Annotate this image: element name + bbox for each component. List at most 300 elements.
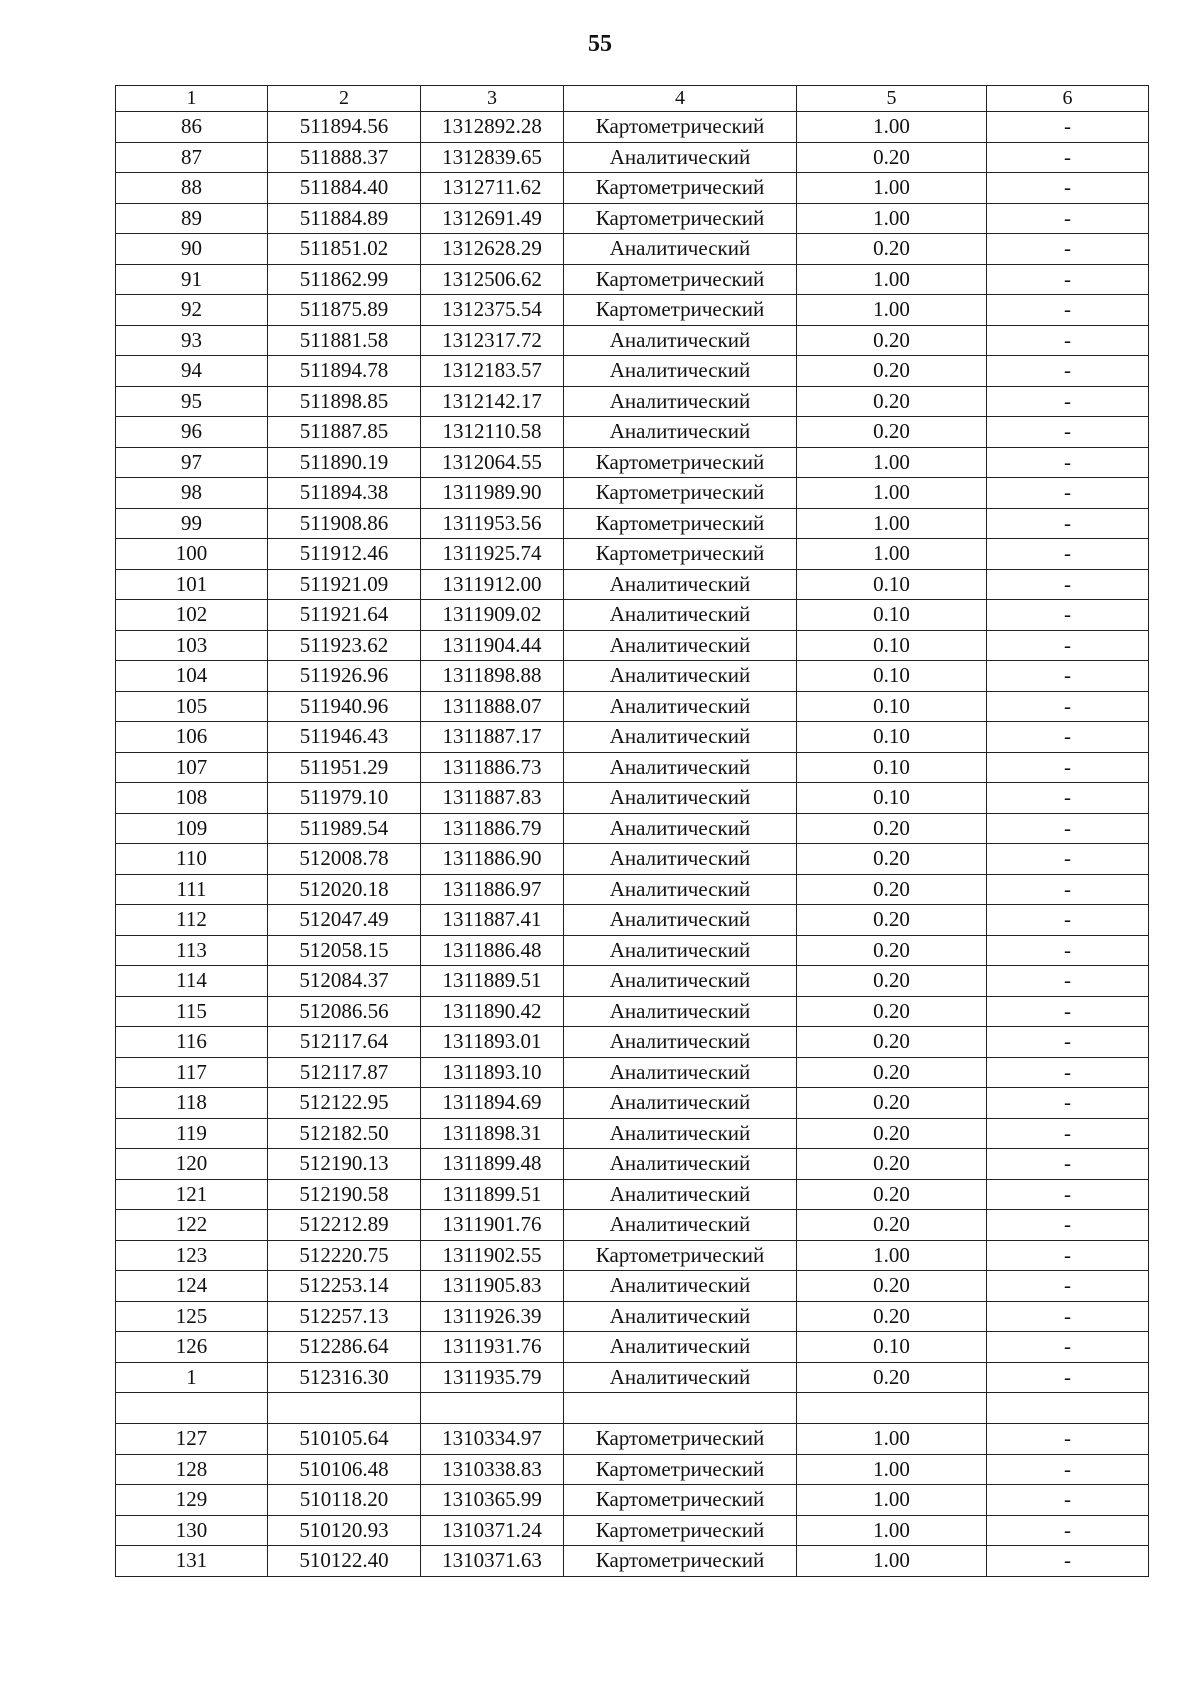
table-body [116, 86, 1149, 1577]
method-cell: Аналитический [564, 874, 797, 905]
point-number-cell: 121 [116, 1179, 268, 1210]
x-coordinate-cell: 512020.18 [268, 874, 421, 905]
x-coordinate-cell: 512182.50 [268, 1118, 421, 1149]
note-cell: - [987, 844, 1149, 875]
y-coordinate-cell [421, 1393, 564, 1424]
x-coordinate-cell: 510118.20 [268, 1485, 421, 1516]
note-cell: - [987, 356, 1149, 387]
point-number-cell: 90 [116, 234, 268, 265]
point-number-cell: 98 [116, 478, 268, 509]
x-coordinate-cell: 511887.85 [268, 417, 421, 448]
method-cell [564, 1393, 797, 1424]
y-coordinate-cell: 1311894.69 [421, 1088, 564, 1119]
point-number-cell: 88 [116, 173, 268, 204]
method-cell: Аналитический [564, 630, 797, 661]
method-cell: Аналитический [564, 1301, 797, 1332]
method-cell: Аналитический [564, 600, 797, 631]
accuracy-cell: 0.20 [797, 1118, 987, 1149]
note-cell: - [987, 1546, 1149, 1577]
point-number-cell: 116 [116, 1027, 268, 1058]
y-coordinate-cell: 1311886.97 [421, 874, 564, 905]
y-coordinate-cell: 1311886.73 [421, 752, 564, 783]
note-cell: - [987, 905, 1149, 936]
note-cell: - [987, 630, 1149, 661]
table-row [116, 1454, 1149, 1485]
y-coordinate-cell: 1311925.74 [421, 539, 564, 570]
point-number-cell: 130 [116, 1515, 268, 1546]
point-number-cell: 99 [116, 508, 268, 539]
point-number-cell: 112 [116, 905, 268, 936]
method-cell: Аналитический [564, 1332, 797, 1363]
x-coordinate-cell: 511926.96 [268, 661, 421, 692]
y-coordinate-cell: 1310365.99 [421, 1485, 564, 1516]
note-cell: - [987, 539, 1149, 570]
point-number-cell: 103 [116, 630, 268, 661]
x-coordinate-cell: 511890.19 [268, 447, 421, 478]
table-row [116, 203, 1149, 234]
y-coordinate-cell: 1312375.54 [421, 295, 564, 326]
method-cell: Картометрический [564, 1485, 797, 1516]
method-cell: Картометрический [564, 112, 797, 143]
table-row [116, 264, 1149, 295]
accuracy-cell: 1.00 [797, 1454, 987, 1485]
accuracy-cell: 0.10 [797, 630, 987, 661]
note-cell: - [987, 1424, 1149, 1455]
y-coordinate-cell: 1311888.07 [421, 691, 564, 722]
y-coordinate-cell: 1310334.97 [421, 1424, 564, 1455]
accuracy-cell: 0.10 [797, 1332, 987, 1363]
table-row [116, 478, 1149, 509]
x-coordinate-cell: 512190.58 [268, 1179, 421, 1210]
point-number-cell: 101 [116, 569, 268, 600]
y-coordinate-cell: 1311887.17 [421, 722, 564, 753]
point-number-cell: 110 [116, 844, 268, 875]
table-row [116, 783, 1149, 814]
accuracy-cell: 0.20 [797, 966, 987, 997]
note-cell: - [987, 1271, 1149, 1302]
note-cell [987, 1393, 1149, 1424]
accuracy-cell: 0.20 [797, 1057, 987, 1088]
table-row [116, 813, 1149, 844]
point-number-cell: 127 [116, 1424, 268, 1455]
y-coordinate-cell: 1312506.62 [421, 264, 564, 295]
point-number-cell: 105 [116, 691, 268, 722]
table-row [116, 1332, 1149, 1363]
x-coordinate-cell: 511951.29 [268, 752, 421, 783]
x-coordinate-cell: 511923.62 [268, 630, 421, 661]
table-row [116, 1179, 1149, 1210]
y-coordinate-cell: 1311886.48 [421, 935, 564, 966]
x-coordinate-cell: 511921.64 [268, 600, 421, 631]
method-cell: Аналитический [564, 844, 797, 875]
point-number-cell [116, 1393, 268, 1424]
table-row [116, 691, 1149, 722]
accuracy-cell: 1.00 [797, 1240, 987, 1271]
note-cell: - [987, 203, 1149, 234]
table-row [116, 508, 1149, 539]
note-cell: - [987, 1362, 1149, 1393]
method-cell: Аналитический [564, 966, 797, 997]
y-coordinate-cell: 1311887.41 [421, 905, 564, 936]
point-number-cell: 108 [116, 783, 268, 814]
accuracy-cell: 0.20 [797, 1362, 987, 1393]
column-header: 1 [116, 86, 268, 112]
table-row [116, 569, 1149, 600]
point-number-cell: 111 [116, 874, 268, 905]
y-coordinate-cell: 1311901.76 [421, 1210, 564, 1241]
x-coordinate-cell: 511989.54 [268, 813, 421, 844]
method-cell: Аналитический [564, 417, 797, 448]
column-header: 6 [987, 86, 1149, 112]
table-row [116, 295, 1149, 326]
accuracy-cell: 0.20 [797, 1210, 987, 1241]
note-cell: - [987, 569, 1149, 600]
x-coordinate-cell: 511875.89 [268, 295, 421, 326]
table-row [116, 935, 1149, 966]
x-coordinate-cell: 511884.89 [268, 203, 421, 234]
note-cell: - [987, 1485, 1149, 1516]
method-cell: Аналитический [564, 1149, 797, 1180]
point-number-cell: 113 [116, 935, 268, 966]
note-cell: - [987, 1515, 1149, 1546]
method-cell: Аналитический [564, 722, 797, 753]
table-row [116, 142, 1149, 173]
y-coordinate-cell: 1311898.31 [421, 1118, 564, 1149]
accuracy-cell: 0.20 [797, 905, 987, 936]
x-coordinate-cell: 511888.37 [268, 142, 421, 173]
point-number-cell: 95 [116, 386, 268, 417]
note-cell: - [987, 1149, 1149, 1180]
point-number-cell: 97 [116, 447, 268, 478]
column-header: 5 [797, 86, 987, 112]
accuracy-cell: 1.00 [797, 447, 987, 478]
table-row [116, 722, 1149, 753]
method-cell: Картометрический [564, 295, 797, 326]
note-cell: - [987, 295, 1149, 326]
x-coordinate-cell: 511921.09 [268, 569, 421, 600]
x-coordinate-cell: 511862.99 [268, 264, 421, 295]
accuracy-cell: 1.00 [797, 264, 987, 295]
point-number-cell: 96 [116, 417, 268, 448]
x-coordinate-cell: 511851.02 [268, 234, 421, 265]
note-cell: - [987, 874, 1149, 905]
table-row [116, 905, 1149, 936]
accuracy-cell: 0.20 [797, 1149, 987, 1180]
y-coordinate-cell: 1311893.10 [421, 1057, 564, 1088]
method-cell: Аналитический [564, 1271, 797, 1302]
method-cell: Аналитический [564, 996, 797, 1027]
point-number-cell: 115 [116, 996, 268, 1027]
table-row [116, 630, 1149, 661]
note-cell: - [987, 1027, 1149, 1058]
table-row [116, 752, 1149, 783]
note-cell: - [987, 752, 1149, 783]
note-cell: - [987, 661, 1149, 692]
x-coordinate-cell: 511898.85 [268, 386, 421, 417]
point-number-cell: 100 [116, 539, 268, 570]
method-cell: Аналитический [564, 1027, 797, 1058]
point-number-cell: 126 [116, 1332, 268, 1363]
method-cell: Аналитический [564, 1362, 797, 1393]
accuracy-cell: 0.20 [797, 234, 987, 265]
table-row [116, 539, 1149, 570]
y-coordinate-cell: 1312711.62 [421, 173, 564, 204]
accuracy-cell: 0.20 [797, 142, 987, 173]
x-coordinate-cell: 510106.48 [268, 1454, 421, 1485]
method-cell: Аналитический [564, 386, 797, 417]
accuracy-cell: 0.20 [797, 1027, 987, 1058]
note-cell: - [987, 234, 1149, 265]
x-coordinate-cell: 510120.93 [268, 1515, 421, 1546]
point-number-cell: 104 [116, 661, 268, 692]
x-coordinate-cell: 511894.78 [268, 356, 421, 387]
table-row [116, 1057, 1149, 1088]
method-cell: Аналитический [564, 1179, 797, 1210]
y-coordinate-cell: 1312064.55 [421, 447, 564, 478]
method-cell: Аналитический [564, 325, 797, 356]
y-coordinate-cell: 1311905.83 [421, 1271, 564, 1302]
table-row [116, 996, 1149, 1027]
point-number-cell: 94 [116, 356, 268, 387]
x-coordinate-cell: 512253.14 [268, 1271, 421, 1302]
note-cell: - [987, 600, 1149, 631]
table-row [116, 1210, 1149, 1241]
method-cell: Аналитический [564, 691, 797, 722]
accuracy-cell: 1.00 [797, 112, 987, 143]
note-cell: - [987, 691, 1149, 722]
y-coordinate-cell: 1311935.79 [421, 1362, 564, 1393]
table-row [116, 356, 1149, 387]
y-coordinate-cell: 1311887.83 [421, 783, 564, 814]
accuracy-cell [797, 1393, 987, 1424]
method-cell: Аналитический [564, 783, 797, 814]
accuracy-cell: 0.20 [797, 996, 987, 1027]
table-row [116, 1362, 1149, 1393]
header-row [116, 86, 1149, 112]
x-coordinate-cell: 511884.40 [268, 173, 421, 204]
note-cell: - [987, 173, 1149, 204]
x-coordinate-cell: 511912.46 [268, 539, 421, 570]
x-coordinate-cell: 512117.87 [268, 1057, 421, 1088]
table-row [116, 386, 1149, 417]
point-number-cell: 1 [116, 1362, 268, 1393]
accuracy-cell: 0.10 [797, 600, 987, 631]
method-cell: Картометрический [564, 447, 797, 478]
accuracy-cell: 1.00 [797, 508, 987, 539]
table-row [116, 234, 1149, 265]
x-coordinate-cell: 512047.49 [268, 905, 421, 936]
table-row [116, 1546, 1149, 1577]
method-cell: Картометрический [564, 1546, 797, 1577]
note-cell: - [987, 1118, 1149, 1149]
accuracy-cell: 1.00 [797, 1515, 987, 1546]
accuracy-cell: 0.20 [797, 813, 987, 844]
y-coordinate-cell: 1311890.42 [421, 996, 564, 1027]
accuracy-cell: 0.10 [797, 752, 987, 783]
note-cell: - [987, 935, 1149, 966]
table-row [116, 1118, 1149, 1149]
table-row [116, 417, 1149, 448]
accuracy-cell: 0.10 [797, 783, 987, 814]
table-row [116, 661, 1149, 692]
accuracy-cell: 1.00 [797, 295, 987, 326]
method-cell: Аналитический [564, 1210, 797, 1241]
table-row [116, 1485, 1149, 1516]
point-number-cell: 119 [116, 1118, 268, 1149]
accuracy-cell: 0.20 [797, 1179, 987, 1210]
point-number-cell: 91 [116, 264, 268, 295]
x-coordinate-cell: 512117.64 [268, 1027, 421, 1058]
note-cell: - [987, 783, 1149, 814]
method-cell: Картометрический [564, 203, 797, 234]
accuracy-cell: 0.20 [797, 1088, 987, 1119]
note-cell: - [987, 447, 1149, 478]
accuracy-cell: 1.00 [797, 1424, 987, 1455]
y-coordinate-cell: 1311931.76 [421, 1332, 564, 1363]
accuracy-cell: 0.10 [797, 691, 987, 722]
table-row [116, 1027, 1149, 1058]
point-number-cell: 123 [116, 1240, 268, 1271]
point-number-cell: 129 [116, 1485, 268, 1516]
table-row [116, 1088, 1149, 1119]
point-number-cell: 122 [116, 1210, 268, 1241]
note-cell: - [987, 1301, 1149, 1332]
accuracy-cell: 1.00 [797, 1485, 987, 1516]
note-cell: - [987, 722, 1149, 753]
note-cell: - [987, 508, 1149, 539]
method-cell: Картометрический [564, 508, 797, 539]
y-coordinate-cell: 1310371.63 [421, 1546, 564, 1577]
note-cell: - [987, 264, 1149, 295]
table-row [116, 112, 1149, 143]
point-number-cell: 125 [116, 1301, 268, 1332]
page-number: 55 [588, 31, 612, 57]
x-coordinate-cell: 511979.10 [268, 783, 421, 814]
y-coordinate-cell: 1311898.88 [421, 661, 564, 692]
x-coordinate-cell: 512286.64 [268, 1332, 421, 1363]
point-number-cell: 128 [116, 1454, 268, 1485]
y-coordinate-cell: 1311926.39 [421, 1301, 564, 1332]
method-cell: Картометрический [564, 1515, 797, 1546]
accuracy-cell: 1.00 [797, 478, 987, 509]
accuracy-cell: 0.10 [797, 722, 987, 753]
table-row [116, 325, 1149, 356]
table-row [116, 600, 1149, 631]
note-cell: - [987, 386, 1149, 417]
method-cell: Аналитический [564, 1088, 797, 1119]
method-cell: Аналитический [564, 752, 797, 783]
note-cell: - [987, 996, 1149, 1027]
accuracy-cell: 0.20 [797, 935, 987, 966]
table-row [116, 1515, 1149, 1546]
coordinates-table [115, 85, 1149, 1577]
y-coordinate-cell: 1310338.83 [421, 1454, 564, 1485]
note-cell: - [987, 1179, 1149, 1210]
point-number-cell: 87 [116, 142, 268, 173]
table-row [116, 844, 1149, 875]
method-cell: Аналитический [564, 142, 797, 173]
y-coordinate-cell: 1312839.65 [421, 142, 564, 173]
y-coordinate-cell: 1312317.72 [421, 325, 564, 356]
y-coordinate-cell: 1311989.90 [421, 478, 564, 509]
y-coordinate-cell: 1311904.44 [421, 630, 564, 661]
note-cell: - [987, 1332, 1149, 1363]
note-cell: - [987, 112, 1149, 143]
accuracy-cell: 1.00 [797, 203, 987, 234]
x-coordinate-cell: 510122.40 [268, 1546, 421, 1577]
accuracy-cell: 0.20 [797, 417, 987, 448]
note-cell: - [987, 1210, 1149, 1241]
x-coordinate-cell [268, 1393, 421, 1424]
note-cell: - [987, 325, 1149, 356]
y-coordinate-cell: 1312110.58 [421, 417, 564, 448]
column-header: 2 [268, 86, 421, 112]
method-cell: Аналитический [564, 1057, 797, 1088]
method-cell: Картометрический [564, 1240, 797, 1271]
accuracy-cell: 0.20 [797, 1271, 987, 1302]
method-cell: Картометрический [564, 539, 797, 570]
y-coordinate-cell: 1312142.17 [421, 386, 564, 417]
x-coordinate-cell: 512257.13 [268, 1301, 421, 1332]
note-cell: - [987, 478, 1149, 509]
y-coordinate-cell: 1311886.79 [421, 813, 564, 844]
y-coordinate-cell: 1310371.24 [421, 1515, 564, 1546]
y-coordinate-cell: 1311886.90 [421, 844, 564, 875]
point-number-cell: 118 [116, 1088, 268, 1119]
y-coordinate-cell: 1311912.00 [421, 569, 564, 600]
column-header: 3 [421, 86, 564, 112]
method-cell: Аналитический [564, 569, 797, 600]
point-number-cell: 117 [116, 1057, 268, 1088]
method-cell: Аналитический [564, 356, 797, 387]
point-number-cell: 131 [116, 1546, 268, 1577]
x-coordinate-cell: 512316.30 [268, 1362, 421, 1393]
accuracy-cell: 1.00 [797, 1546, 987, 1577]
y-coordinate-cell: 1311889.51 [421, 966, 564, 997]
point-number-cell: 89 [116, 203, 268, 234]
table-row [116, 1271, 1149, 1302]
point-number-cell: 102 [116, 600, 268, 631]
x-coordinate-cell: 511881.58 [268, 325, 421, 356]
note-cell: - [987, 1088, 1149, 1119]
accuracy-cell: 0.20 [797, 844, 987, 875]
x-coordinate-cell: 512058.15 [268, 935, 421, 966]
accuracy-cell: 0.10 [797, 569, 987, 600]
method-cell: Аналитический [564, 905, 797, 936]
table-row [116, 1301, 1149, 1332]
x-coordinate-cell: 512122.95 [268, 1088, 421, 1119]
y-coordinate-cell: 1312892.28 [421, 112, 564, 143]
accuracy-cell: 0.10 [797, 661, 987, 692]
accuracy-cell: 0.20 [797, 386, 987, 417]
x-coordinate-cell: 512212.89 [268, 1210, 421, 1241]
method-cell: Картометрический [564, 1454, 797, 1485]
y-coordinate-cell: 1312183.57 [421, 356, 564, 387]
method-cell: Аналитический [564, 1118, 797, 1149]
note-cell: - [987, 142, 1149, 173]
table-row [116, 1240, 1149, 1271]
x-coordinate-cell: 512008.78 [268, 844, 421, 875]
note-cell: - [987, 1454, 1149, 1485]
x-coordinate-cell: 510105.64 [268, 1424, 421, 1455]
accuracy-cell: 1.00 [797, 173, 987, 204]
y-coordinate-cell: 1311899.48 [421, 1149, 564, 1180]
blank-row [116, 1393, 1149, 1424]
method-cell: Аналитический [564, 935, 797, 966]
y-coordinate-cell: 1311899.51 [421, 1179, 564, 1210]
y-coordinate-cell: 1311893.01 [421, 1027, 564, 1058]
x-coordinate-cell: 511894.38 [268, 478, 421, 509]
